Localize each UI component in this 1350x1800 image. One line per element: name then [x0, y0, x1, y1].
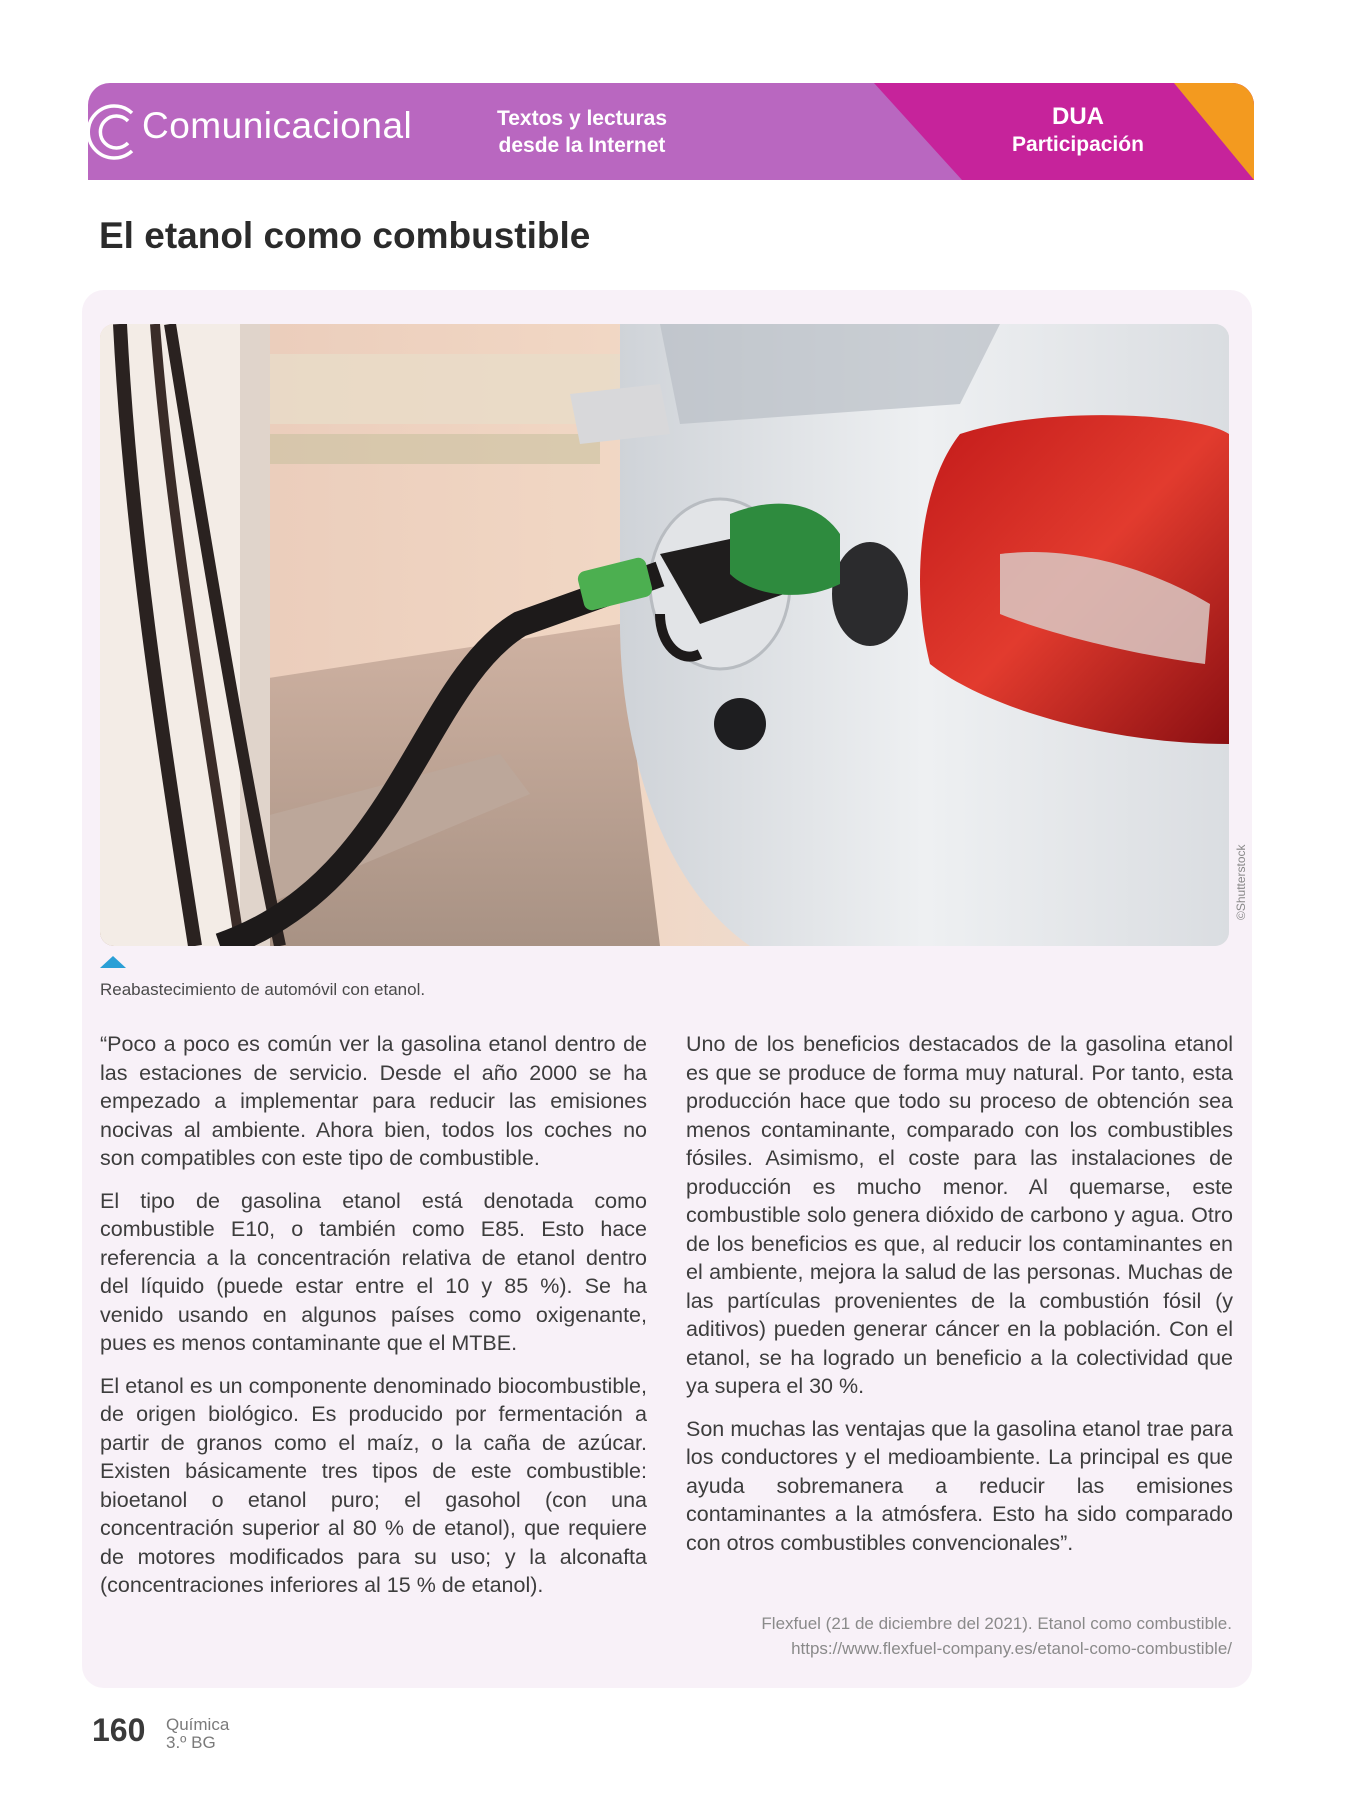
grade-label: 3.º BG [166, 1733, 216, 1752]
image-credit: ©Shutterstock [1234, 844, 1248, 920]
refueling-illustration [100, 324, 1229, 946]
source-url[interactable]: https://www.flexfuel-company.es/etanol-como-combustible/ [791, 1639, 1232, 1658]
subject-name: Química [166, 1715, 230, 1734]
paragraph: El etanol es un componente denominado biocombustible, de origen biológico. Es producido por fermentación a partir de granos como el maíz, o la caña de azúcar. Existen básicamente tres tipos de este combustible: bioetanol o etanol puro; el gasohol (con una concentración superior al 80 % de etanol), que requiere de motores modificados para su uso; y la alconafta (concentraciones inferiores al 15 % de etanol). [100, 1373, 647, 1597]
page-title: El etanol como combustible [99, 215, 591, 256]
section-label-line2: desde la Internet [498, 134, 666, 157]
dua-label [978, 103, 1178, 159]
comunicacional-logo-icon [88, 99, 148, 165]
page-number: 160 [92, 1712, 146, 1748]
section-label [482, 105, 682, 159]
paragraph: “Poco a poco es común ver la gasolina etanol dentro de las estaciones de servicio. Desde el año 2000 se ha empezado a implementar para reducir las emisiones nocivas al ambiente. Ahora bien, todos los coches no son compatibles con este tipo de combustible. [100, 1032, 647, 1170]
paragraph: El tipo de gasolina etanol está denotada como combustible E10, o también como E85. Esto hace referencia a la concentración relativa de etanol dentro del líquido (puede estar entre el 10 y 85 %). Se ha venido usando en algunos países como oxigenante, pues es menos contaminante que el MTBE. [100, 1188, 647, 1355]
source-citation [761, 1611, 1232, 1661]
section-label-line1: Textos y lecturas [496, 107, 668, 130]
right-column [686, 1030, 1233, 1571]
header-banner [88, 83, 1254, 180]
dua-title: DUA [1052, 103, 1104, 130]
brand-name: Comunicacional [142, 105, 413, 146]
dua-subtitle: Participación [1012, 133, 1144, 156]
left-column [100, 1030, 647, 1614]
paragraph: Uno de los beneficios destacados de la gasolina etanol es que se produce de forma muy natural. Por tanto, esta producción hace que todo su proceso de obtención sea menos contaminante, comparado con los combustibles fósiles. Asimismo, el coste para las instalaciones de producción es mucho menor. Al quemarse, este combustible solo genera dióxido de carbono y agua. Otro de los beneficios es que, al reducir los contaminantes en el ambiente, mejora la salud de las personas. Muchas de las partículas provenientes de la combustión fósil (y aditivos) pueden generar cáncer en la población. Con el etanol, se ha logrado un beneficio a la colectividad que ya supera el 30 %. [686, 1032, 1233, 1398]
source-citation-line1: Flexfuel (21 de diciembre del 2021). Etanol como combustible. [761, 1614, 1232, 1633]
subject-label [166, 1716, 229, 1752]
image-caption: Reabastecimiento de automóvil con etanol. [100, 980, 426, 999]
refueling-photo [100, 324, 1229, 946]
paragraph: Son muchas las ventajas que la gasolina etanol trae para los conductores y el medioambiente. La principal es que ayuda sobremanera a reducir las emisiones contaminantes a la atmósfera. Esto ha sido comparado con otros combustibles convencionales”. [686, 1416, 1233, 1555]
caption-triangle-icon [100, 956, 126, 968]
